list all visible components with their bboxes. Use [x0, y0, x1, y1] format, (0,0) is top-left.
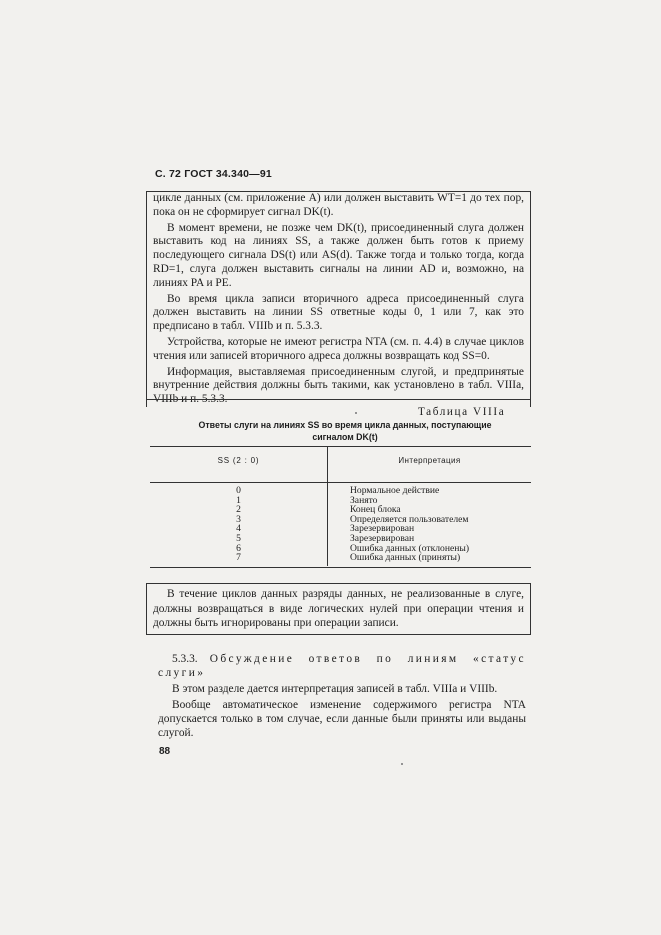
row-code: 3: [236, 513, 241, 525]
table-header-interpretation: Интерпретация: [398, 456, 461, 465]
section-5-3-3: [158, 652, 526, 740]
section-paragraph-2: Вообще автоматическое изменение содержимого регистра NTA допускается только в том случае, если данные были приняты или выданы слугой.: [158, 699, 526, 739]
table-row: [150, 486, 531, 496]
row-meaning: Занято: [350, 494, 378, 506]
boxed-text-block: [146, 191, 531, 407]
table-title-line-1: Ответы слуги на линиях SS во время цикла данных, поступающие: [198, 420, 492, 430]
table-row: [150, 524, 531, 534]
row-code: 0: [236, 485, 241, 496]
row-code: 2: [236, 504, 241, 516]
paragraph-secondary-address: Во время цикла записи вторичного адреса присоединенный слуга должен выставить на линии SS ответные коды 0, 1 или 7, как это предписано в табл. VIIIb и п. 5.3.3.: [153, 292, 524, 333]
row-meaning: Зарезервирован: [350, 523, 415, 535]
page-header: С. 72 ГОСТ 34.340—91: [155, 168, 272, 180]
scan-speck: [401, 763, 403, 765]
row-meaning: Определяется пользователем: [350, 513, 469, 525]
section-number: 5.3.3.: [172, 653, 198, 665]
scan-speck: [355, 412, 357, 414]
row-code: 7: [236, 552, 241, 564]
table-title-line-2: сигналом DK(t): [312, 431, 378, 442]
section-heading: [158, 652, 526, 680]
table-row: [150, 534, 531, 544]
row-code: 5: [236, 532, 241, 544]
row-meaning: Ошибка данных (приняты): [350, 552, 461, 564]
table-title: [150, 420, 540, 443]
table-row: [150, 544, 531, 554]
note-box: [146, 583, 531, 635]
row-meaning: Нормальное действие: [350, 485, 440, 496]
section-paragraph-1: В этом разделе дается интерпретация записей в табл. VIIIa и VIIIb.: [172, 683, 498, 695]
paragraph-nta-devices: Устройства, которые не имеют регистра NTA (см. п. 4.4) в случае циклов чтения или записей вторичного адреса должны возвращать код SS=0.: [153, 335, 524, 362]
table-row: [150, 515, 531, 525]
table-row: [150, 496, 531, 506]
table-header-rule: [150, 482, 531, 483]
row-code: 6: [236, 542, 241, 554]
table-row: [150, 505, 531, 515]
table-bottom-rule: [150, 567, 531, 568]
row-meaning: Конец блока: [350, 504, 401, 516]
row-code: 4: [236, 523, 241, 535]
page-number: 88: [159, 746, 171, 757]
row-meaning: Зарезервирован: [350, 532, 415, 544]
boxed-text-bottom-rule: [146, 399, 531, 400]
paragraph-continuation: цикле данных (см. приложение А) или должен выставить WT=1 до тех пор, пока он не сформирует сигнал DK(t).: [153, 192, 524, 218]
table-body: [150, 486, 531, 563]
row-code: 1: [236, 494, 241, 506]
paragraph-dk-timing: В момент времени, не позже чем DK(t), присоединенный слуга должен выставить код на линиях SS, а также должен быть готов к приему последующего сигнала DS(t) или AS(d). Также тогда и только тогда, когда RD=1, слуга должен выставить сигналы на линии AD и, возможно, на линиях PA и PE.: [153, 221, 524, 289]
table-header-code: SS (2 : 0): [217, 456, 260, 465]
section-title: Обсуждение ответов по линиям «статус слуги»: [158, 653, 526, 679]
table-caption: Таблица VIIIa: [418, 406, 506, 418]
paragraph-information: Информация, выставляемая присоединенным слугой, и предпринятые внутренние действия должны быть такими, как установлено в табл. VIIIa, VIIIb и п. 5.3.3.: [153, 365, 524, 406]
row-meaning: Ошибка данных (отклонены): [350, 542, 470, 554]
note-text: В течение циклов данных разряды данных, не реализованные в слуге, должны возвращаться в виде логических нулей при операции чтения и должны быть игнорированы при операции записи.: [153, 588, 524, 630]
table-top-rule: [150, 446, 531, 447]
table-row: [150, 553, 531, 563]
